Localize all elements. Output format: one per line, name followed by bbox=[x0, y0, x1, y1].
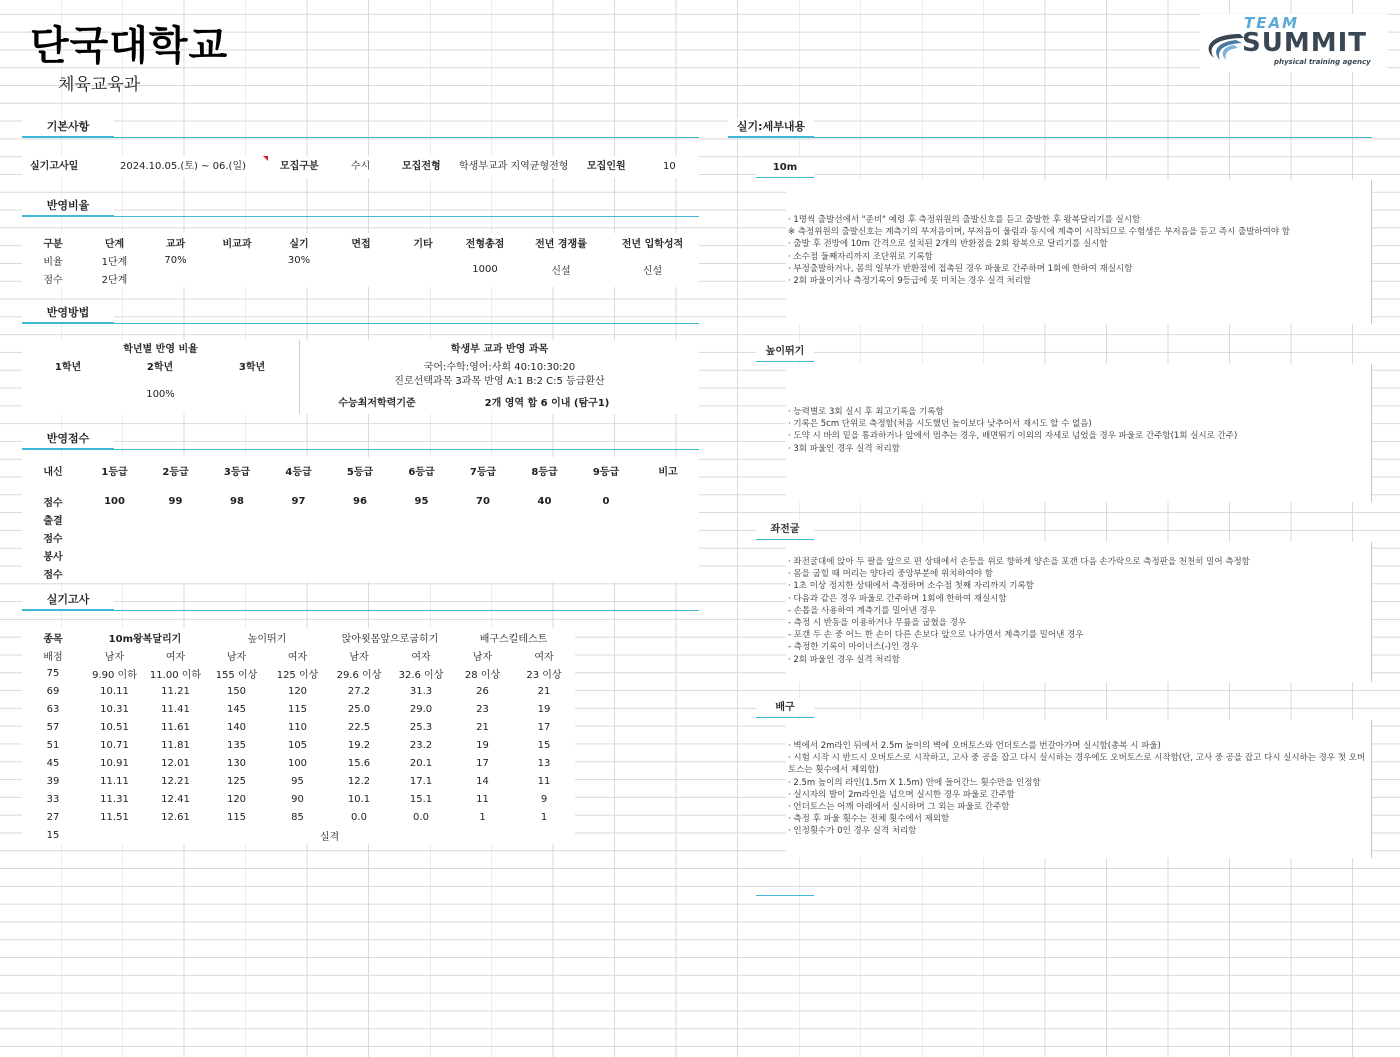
score-label: 배점 bbox=[43, 651, 63, 663]
practical-cutoff: 9 bbox=[540, 793, 548, 805]
practical-score: 33 bbox=[46, 793, 60, 805]
csat-min-value: 2개 영역 합 6 이내 (탐구1) bbox=[484, 398, 610, 409]
jump-note-line: · 기록은 5cm 단위로 측정함(처음 시도했던 높이보다 낮추어서 재시도 할 수 없음) bbox=[788, 419, 1092, 430]
score-header: 6등급 bbox=[408, 466, 435, 478]
practical-cutoff: 10.1 bbox=[347, 793, 371, 805]
practical-cutoff: 145 bbox=[226, 703, 247, 715]
male-label: 남자 bbox=[349, 651, 369, 663]
ratio-header: 전년 입학성적 bbox=[621, 238, 684, 250]
practical-cutoff: 1 bbox=[479, 811, 486, 823]
practical-cutoff: 11.51 bbox=[100, 811, 129, 823]
score-table bbox=[22, 457, 699, 582]
practical-cutoff: 100 bbox=[287, 757, 308, 769]
practical-cutoff: 0.0 bbox=[413, 811, 429, 823]
score-header: 2등급 bbox=[162, 466, 189, 478]
flex-note-line: · 몸을 굽힐 때 머리는 양다리 중앙부분에 위치하여야 함 bbox=[788, 569, 993, 580]
female-label: 여자 bbox=[287, 651, 308, 663]
practical-cutoff: 19 bbox=[537, 703, 551, 715]
jump-title-box bbox=[756, 342, 814, 362]
volley-note-line: · 인정횟수가 0인 경우 실격 처리함 bbox=[788, 826, 917, 837]
flex-note-line: · 1초 이상 정지한 상태에서 측정하며 소수점 첫째 자리까지 기록함 bbox=[788, 581, 1034, 592]
practical-cutoff: 12.21 bbox=[161, 775, 190, 787]
ratio-header: 면접 bbox=[351, 238, 371, 250]
logo-tagline: physical training agency bbox=[1274, 58, 1371, 66]
score-value: 97 bbox=[291, 495, 306, 507]
score-value: 70 bbox=[476, 495, 490, 507]
practical-cutoff: 10.31 bbox=[100, 703, 129, 715]
practical-cutoff: 10.51 bbox=[100, 721, 129, 733]
practical-cutoff: 27.2 bbox=[347, 685, 371, 697]
ratio-cell: 비율 bbox=[43, 256, 63, 268]
practical-cutoff: 12.41 bbox=[161, 793, 190, 805]
ratio-cell: 1단계 bbox=[101, 256, 128, 268]
department-subtitle: 체육교육과 bbox=[58, 75, 141, 95]
practical-cutoff: 31.3 bbox=[409, 685, 433, 697]
flex-note-line: - 측정 시 반동을 이용하거나 무릎을 굽혔을 경우 bbox=[788, 618, 966, 629]
practical-cutoff: 17.1 bbox=[409, 775, 433, 787]
practical-cutoff: 105 bbox=[287, 739, 308, 751]
volley-note-line: · 측정 후 파울 횟수는 전체 횟수에서 제외함 bbox=[788, 814, 950, 825]
practical-score: 51 bbox=[46, 739, 60, 751]
subjects-title: 학생부 교과 반영 과목 bbox=[450, 344, 549, 355]
jump-title: 높이뛰기 bbox=[765, 346, 805, 357]
ratio-total: 1000 bbox=[472, 263, 498, 275]
score-header: 5등급 bbox=[346, 466, 374, 478]
jump-notes bbox=[786, 364, 1372, 502]
flex-note-line: - 포갠 두 손 중 어느 한 손이 다른 손보다 앞으로 나가면서 계측기를 밀어낸 경우 bbox=[788, 630, 1084, 641]
volley-note-line: · 실시자의 발이 2m라인을 넘으며 실시한 경우 파울로 간주함 bbox=[788, 789, 1015, 800]
volley-title: 배구 bbox=[775, 702, 795, 713]
practical-cutoff: 0.0 bbox=[351, 811, 367, 823]
grade-ratio-value: 100% bbox=[146, 389, 175, 400]
recruit-track-label: 모집전형 bbox=[402, 161, 441, 172]
basic-info-row bbox=[22, 156, 699, 178]
jump-note-line: · 도약 시 바의 밑을 통과하거나 앞에서 멈추는 경우, 배면뛰기 이외의 자세로 넘었을 경우 파울로 간주함(1회 실시로 간주) bbox=[788, 431, 1238, 442]
practical-cutoff: 23 bbox=[476, 703, 489, 715]
practical-cutoff: 115 bbox=[226, 811, 247, 823]
practical-score: 69 bbox=[46, 685, 60, 697]
recruit-count-value: 10 bbox=[663, 161, 676, 172]
practical-score: 75 bbox=[46, 667, 60, 679]
subjects-line-2: 진로선택과목 3과목 반영 A:1 B:2 C:5 등급환산 bbox=[394, 376, 605, 387]
volley-notes bbox=[786, 720, 1372, 858]
method-block bbox=[22, 340, 699, 414]
grade-1-label: 1학년 bbox=[54, 362, 82, 373]
male-label: 남자 bbox=[104, 651, 125, 663]
practical-cutoff: 11.21 bbox=[161, 685, 190, 697]
event-run: 10m왕복달리기 bbox=[108, 633, 182, 645]
ratio-header: 전년 경쟁률 bbox=[535, 238, 587, 250]
practical-cutoff: 19 bbox=[476, 739, 489, 751]
practical-cutoff: 155 이상 bbox=[215, 669, 258, 681]
practical-cutoff: 95 bbox=[291, 775, 304, 787]
score-row-label: 점수 bbox=[43, 497, 63, 509]
ratio-cell: 2단계 bbox=[101, 274, 128, 286]
practical-row bbox=[22, 718, 575, 736]
practical-row bbox=[22, 790, 575, 808]
practical-cutoff: 11 bbox=[537, 775, 551, 787]
flex-note-line: · 다음과 같은 경우 파울로 간주하며 1회에 한하여 재실시함 bbox=[788, 593, 1007, 604]
practical-score: 57 bbox=[46, 721, 60, 733]
flex-note-line: · 2회 파울인 경우 실격 처리함 bbox=[788, 654, 900, 665]
practical-cutoff: 115 bbox=[287, 703, 308, 715]
section-ratio-title: 반영비율 bbox=[22, 197, 114, 217]
page-title: 단국대학교 bbox=[30, 23, 229, 69]
practical-cutoff: 12.2 bbox=[347, 775, 371, 787]
practical-cutoff: 29.0 bbox=[409, 703, 433, 715]
run-note-line: · 소수점 둘째자리까지 조단위로 기록함 bbox=[788, 251, 933, 262]
section-score-title: 반영점수 bbox=[22, 430, 114, 450]
jump-note-line: · 능력별로 3회 실시 후 최고기록을 기록함 bbox=[788, 407, 944, 417]
practical-table bbox=[22, 628, 575, 844]
section-method-title: 반영방법 bbox=[22, 304, 114, 324]
section-practical-title: 실기고사 bbox=[22, 591, 114, 611]
score-row-label: 점수 bbox=[43, 569, 63, 581]
ratio-header: 기타 bbox=[413, 238, 433, 250]
practical-cutoff: 32.6 이상 bbox=[398, 669, 444, 681]
flex-title-box bbox=[756, 520, 814, 540]
practical-cutoff: 21 bbox=[476, 721, 489, 733]
practical-cutoff: 15.6 bbox=[347, 757, 371, 769]
score-row-label: 봉사 bbox=[43, 551, 63, 563]
team-summit-logo bbox=[1200, 14, 1388, 72]
female-label: 여자 bbox=[534, 651, 554, 663]
practical-cutoff: 22.5 bbox=[347, 721, 371, 733]
practical-cutoff: 17 bbox=[537, 721, 551, 733]
score-header: 8등급 bbox=[531, 466, 558, 478]
recruit-track-value: 학생부교과 지역균형전형 bbox=[459, 161, 569, 172]
practical-cutoff: 11.41 bbox=[161, 703, 190, 715]
practical-score: 27 bbox=[46, 811, 60, 823]
score-value: 96 bbox=[353, 495, 367, 507]
run-notes bbox=[786, 180, 1372, 324]
run-title-box bbox=[756, 158, 814, 178]
volley-note-line: · 시험 시작 시 반드시 오버토스로 시작하고, 고사 중 공을 잡고 다시 실시하는 경우에도 오버토스로 시작함(단, 고사 중 공을 잡고 다시 실시하는 경우 첫 오버토스는 횟수에서 제외함) bbox=[788, 753, 1366, 776]
score-value: 98 bbox=[230, 495, 244, 507]
practical-cutoff: 120 bbox=[226, 793, 247, 805]
event-flex: 앉아윗몸앞으로굽히기 bbox=[341, 633, 439, 645]
score-header: 1등급 bbox=[101, 466, 128, 478]
jump-note-line: · 3회 파울인 경우 실격 처리함 bbox=[788, 443, 900, 454]
female-label: 여자 bbox=[411, 651, 431, 663]
practical-cutoff: 110 bbox=[287, 721, 308, 733]
recruit-type-label: 모집구분 bbox=[280, 161, 319, 172]
practical-cutoff: 11 bbox=[476, 793, 489, 805]
practical-cutoff: 135 bbox=[226, 739, 247, 751]
practical-cutoff: 10.11 bbox=[100, 685, 129, 697]
section-basic-title: 기본사항 bbox=[22, 118, 114, 138]
practical-row bbox=[22, 808, 575, 826]
grade-ratio-title: 학년별 반영 비율 bbox=[123, 344, 198, 355]
practical-cutoff: 17 bbox=[476, 757, 489, 769]
male-label: 남자 bbox=[226, 651, 247, 663]
practical-cutoff: 120 bbox=[287, 685, 308, 697]
score-row-label: 점수 bbox=[43, 533, 63, 545]
practical-score: 63 bbox=[46, 703, 60, 715]
score-header: 3등급 bbox=[223, 466, 251, 478]
flex-note-line: - 손톱을 사용하여 계측기를 밀어낸 경우 bbox=[788, 605, 936, 616]
ratio-header: 실기 bbox=[289, 238, 309, 250]
practical-cutoff: 29.6 이상 bbox=[336, 669, 382, 681]
score-row-label: 출결 bbox=[43, 515, 63, 527]
practical-row bbox=[22, 700, 575, 718]
event-volley: 배구스킬테스트 bbox=[479, 633, 548, 645]
score-value: 99 bbox=[168, 495, 183, 507]
fail-score: 15 bbox=[46, 829, 60, 841]
logo-team-text: TEAM bbox=[1244, 14, 1300, 32]
practical-cutoff: 15 bbox=[537, 739, 551, 751]
score-header: 4등급 bbox=[285, 466, 312, 478]
grade-3-label: 3학년 bbox=[238, 362, 266, 373]
comment-marker-icon bbox=[263, 156, 268, 161]
run-note-line: ※ 측정위원의 출발신호는 계측기의 부저음이며, 부저음이 울림과 동시에 계측이 시작되므로 수험생은 부저음을 듣고 즉시 출발하여야 함 bbox=[788, 227, 1290, 238]
score-header: 9등급 bbox=[592, 466, 620, 478]
practical-cutoff: 11.11 bbox=[100, 775, 129, 787]
practical-cutoff: 140 bbox=[226, 721, 247, 733]
male-label: 남자 bbox=[472, 651, 493, 663]
ratio-cell: 점수 bbox=[43, 274, 63, 286]
run-note-line: · 부정출발하거나, 몸의 일부가 반환점에 접촉된 경우 파울로 간주하며 1회에 한하여 재실시함 bbox=[788, 263, 1133, 274]
practical-cutoff: 11.00 이하 bbox=[149, 669, 202, 681]
practical-cutoff: 15.1 bbox=[409, 793, 433, 805]
ratio-prev-score: 신설 bbox=[642, 265, 663, 277]
flex-note-line: - 측정한 기록이 마이너스(-)인 경우 bbox=[788, 642, 919, 653]
section-detail-title: 실기:세부내용 bbox=[728, 118, 814, 138]
subjects-line-1: 국어:수학:영어:사회 40:10:30:20 bbox=[423, 362, 576, 373]
practical-cutoff: 10.91 bbox=[100, 757, 129, 769]
exam-date-value: 2024.10.05.(토) ~ 06.(일) bbox=[120, 161, 246, 172]
practical-cutoff: 125 이상 bbox=[276, 669, 319, 681]
score-value: 40 bbox=[537, 495, 552, 507]
volley-note-line: · 언더토스는 어깨 아래에서 실시하며 그 외는 파울로 간주함 bbox=[788, 802, 1010, 813]
flex-note-line: · 좌전굴대에 앉아 두 팔을 앞으로 편 상태에서 손등을 위로 향하게 양손을 포갠 다음 손가락으로 측정판을 천천히 밀어 측정함 bbox=[788, 557, 1250, 567]
logo-summit-text: SUMMIT bbox=[1242, 28, 1367, 58]
score-value: 0 bbox=[602, 495, 610, 507]
volley-note-line: · 2.5m 높이의 라인(1.5m X 1.5m) 안에 들어간느 횟수만을 인정함 bbox=[788, 777, 1041, 788]
practical-cutoff: 11.81 bbox=[161, 739, 190, 751]
ratio-header: 전형총점 bbox=[465, 238, 505, 250]
practical-cutoff: 12.61 bbox=[161, 811, 190, 823]
practical-row bbox=[22, 682, 575, 700]
female-label: 여자 bbox=[165, 651, 186, 663]
run-note-line: · 1명씩 출발선에서 "준비" 예령 후 측정위원의 출발신호를 듣고 출발한 후 왕복달리기를 실시함 bbox=[788, 215, 1141, 225]
ratio-header: 구분 bbox=[43, 238, 63, 250]
ratio-header: 교과 bbox=[165, 238, 186, 250]
practical-cutoff: 20.1 bbox=[409, 757, 433, 769]
practical-cutoff: 1 bbox=[540, 811, 548, 823]
practical-cutoff: 85 bbox=[291, 811, 304, 823]
run-title: 10m bbox=[772, 162, 798, 173]
practical-cutoff: 11.31 bbox=[100, 793, 129, 805]
ratio-header: 비교과 bbox=[222, 238, 252, 250]
practical-cutoff: 90 bbox=[291, 793, 304, 805]
practical-cutoff: 25.0 bbox=[347, 703, 371, 715]
practical-row bbox=[22, 736, 575, 754]
practical-cutoff: 26 bbox=[476, 685, 489, 697]
score-value: 95 bbox=[414, 495, 429, 507]
practical-cutoff: 19.2 bbox=[347, 739, 371, 751]
score-header: 내신 bbox=[43, 466, 63, 478]
practical-cutoff: 28 이상 bbox=[464, 669, 501, 681]
practical-cutoff: 10.71 bbox=[100, 739, 129, 751]
practical-row bbox=[22, 754, 575, 772]
flex-title: 좌전굴 bbox=[770, 524, 800, 535]
csat-min-label: 수능최저학력기준 bbox=[338, 398, 416, 409]
score-value: 100 bbox=[104, 495, 125, 507]
run-note-line: · 2회 파울이거나 측정기록이 9등급에 못 미치는 경우 실격 처리함 bbox=[788, 276, 1032, 287]
practical-cutoff: 14 bbox=[476, 775, 489, 787]
recruit-count-label: 모집인원 bbox=[587, 161, 626, 172]
practical-cutoff: 25.3 bbox=[409, 721, 433, 733]
score-header: 비고 bbox=[658, 466, 678, 478]
practical-item-label: 종목 bbox=[43, 633, 63, 645]
ratio-cell: 30% bbox=[287, 254, 311, 266]
practical-cutoff: 9.90 이하 bbox=[92, 669, 137, 681]
practical-cutoff: 13 bbox=[537, 757, 551, 769]
ratio-header: 단계 bbox=[104, 238, 125, 250]
practical-cutoff: 21 bbox=[537, 685, 551, 697]
exam-date-label: 실기고사일 bbox=[30, 161, 79, 172]
practical-row bbox=[22, 772, 575, 790]
practical-score: 39 bbox=[46, 775, 60, 787]
ratio-cell: 70% bbox=[164, 254, 187, 266]
practical-row bbox=[22, 664, 575, 682]
practical-cutoff: 150 bbox=[226, 685, 247, 697]
practical-score: 45 bbox=[46, 757, 60, 769]
practical-cutoff: 11.61 bbox=[161, 721, 190, 733]
run-note-line: · 출발 후 전방에 10m 간격으로 설치된 2개의 반환점을 2회 왕복으로 달리기를 실시함 bbox=[788, 239, 1108, 250]
practical-cutoff: 12.01 bbox=[161, 757, 190, 769]
volley-title-box bbox=[756, 698, 814, 718]
practical-cutoff: 23 이상 bbox=[526, 669, 562, 681]
volley-note-line: · 벽에서 2m라인 뒤에서 2.5m 높이의 벽에 오버토스와 언더토스를 번갈아가며 실시함(총복 시 파울) bbox=[788, 741, 1161, 751]
grade-2-label: 2학년 bbox=[146, 362, 174, 373]
recruit-type-value: 수시 bbox=[351, 161, 371, 172]
score-header: 7등급 bbox=[469, 466, 497, 478]
practical-cutoff: 23.2 bbox=[409, 739, 433, 751]
ratio-cell bbox=[206, 251, 268, 269]
ratio-table bbox=[22, 233, 699, 287]
practical-cutoff: 130 bbox=[226, 757, 247, 769]
practical-cutoff: 125 bbox=[226, 775, 247, 787]
fail-text: 실격 bbox=[319, 831, 340, 843]
event-jump: 높이뛰기 bbox=[247, 633, 287, 645]
flex-notes bbox=[786, 542, 1372, 682]
ratio-prev-rate: 신설 bbox=[551, 265, 571, 277]
